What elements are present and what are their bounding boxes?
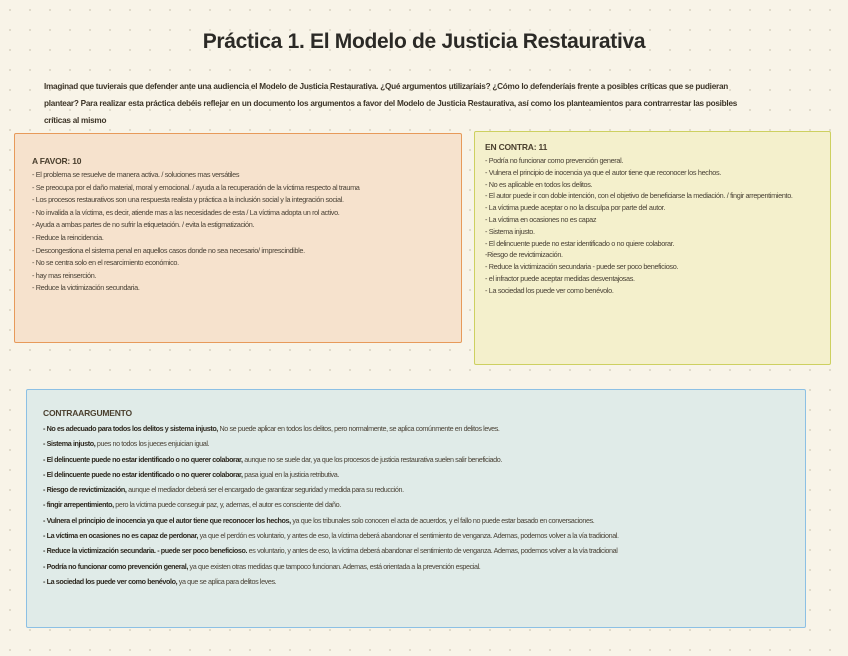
favor-item: - No invalida a la víctima, es decir, atiende mas a las necesidades de esta / La víctima adopta un rol activo. xyxy=(32,207,340,217)
favor-item: - El problema se resuelve de manera activa. / soluciones mas versátiles xyxy=(32,170,240,179)
item-key-argument: - La sociedad los puede ver como benévolo, xyxy=(43,576,178,586)
favor-item: - Reduce la reincidencia. xyxy=(32,232,104,242)
favor-box[interactable] xyxy=(14,133,462,343)
contra-item: - La sociedad los puede ver como benévolo. xyxy=(485,285,614,295)
item-rebuttal: aunque no se suele dar, ya que los procesos de justicia restaurativa suelen salir beneficiado. xyxy=(242,454,502,464)
contra-box[interactable] xyxy=(474,131,831,365)
contraargumento-item xyxy=(43,482,805,497)
item-rebuttal: No se puede aplicar en todos los delitos, pero normalmente, se aplica comúnmente en delitos leves. xyxy=(217,424,500,433)
item-key-argument: - Riesgo de revictimización, xyxy=(43,485,127,495)
contraargumento-item xyxy=(43,513,805,528)
item-key-argument: - fingir arrepentimiento, xyxy=(43,500,114,510)
item-key-argument: - El delincuente puede no estar identificado o no querer colaborar, xyxy=(43,454,243,464)
item-rebuttal: es voluntario, y antes de eso, la víctima deberá abandonar el sentimiento de venganza. Ademas, podemos volver a la vía tradicional xyxy=(247,546,618,556)
item-key-argument: - No es adecuado para todos los delitos y sistema injusto, xyxy=(43,424,218,433)
item-key-argument: - Vulnera el principio de inocencia ya que el autor tiene que reconocer los hechos, xyxy=(43,515,291,525)
contraargumento-item xyxy=(43,559,805,574)
favor-item: - No se centra solo en el resarcimiento económico. xyxy=(32,258,179,268)
favor-item: - Ayuda a ambas partes de no sufrir la etiquetación. / evita la estigmatización. xyxy=(32,220,255,230)
contra-item: - Sistema injusto. xyxy=(485,226,535,236)
contraargumento-item xyxy=(43,436,805,451)
contra-item: - La víctima en ocasiones no es capaz xyxy=(485,214,597,224)
favor-item: - Se preocupa por el daño material, moral y emocional. / ayuda a la recuperación de la víctima respecto al trauma xyxy=(32,182,360,192)
contraargumento-item xyxy=(43,467,805,482)
item-rebuttal: pues no todos los jueces enjuician igual. xyxy=(95,439,210,449)
contra-item: - Vulnera el principio de inocencia ya que el autor tiene que reconocer los hechos. xyxy=(485,167,721,177)
contra-item: - Reduce la victimización secundaria - puede ser poco beneficioso. xyxy=(485,262,679,272)
item-rebuttal: ya que se aplica para delitos leves. xyxy=(177,576,277,586)
contraargumento-item xyxy=(43,452,805,467)
contra-item: - El autor puede ir con doble intención, con el objetivo de beneficiarse la mediación. / fingir arrepentimiento. xyxy=(485,191,793,201)
contra-item: - No es aplicable en todos los delitos. xyxy=(485,179,593,189)
contra-title: EN CONTRA: 11 xyxy=(485,142,548,152)
favor-item: - Los procesos restaurativos son una respuesta realista y práctica a la inclusión social y la integración social. xyxy=(32,195,344,205)
contraargumento-item xyxy=(43,574,805,589)
contraargumento-item xyxy=(43,528,805,543)
favor-item: - Descongestiona el sistema penal en aquellos casos donde no sea necesario/ imprescindible. xyxy=(32,245,305,255)
item-key-argument: - Podría no funcionar como prevención general, xyxy=(43,561,188,571)
page-title: Práctica 1. El Modelo de Justicia Restaurativa xyxy=(202,30,646,53)
item-rebuttal: aunque el mediador deberá ser el encargado de garantizar seguridad y medida para su reducción. xyxy=(126,485,404,495)
contra-item: - El delincuente puede no estar identificado o no quiere colaborar. xyxy=(485,238,675,248)
contra-item: - el infractor puede aceptar medidas desventajosas. xyxy=(485,273,635,283)
item-key-argument: - La víctima en ocasiones no es capaz de perdonar, xyxy=(43,531,198,541)
contra-item: -Riesgo de revictimización. xyxy=(485,250,563,260)
contraargumento-item xyxy=(43,421,805,436)
item-rebuttal: ya que el perdón es voluntario, y antes de eso, la víctima deberá abandonar el sentimiento de venganza. Ademas, podemos volver a la vía tradicional. xyxy=(197,531,619,541)
favor-item: - Reduce la victimización secundaria. xyxy=(32,283,140,293)
item-key-argument: - El delincuente puede no estar identificado o no querer colaborar, xyxy=(43,469,243,479)
item-rebuttal: ya que existen otras medidas que tampoco funcionan. Ademas, está orientada a la prevención especial. xyxy=(187,561,481,571)
intro-paragraph: Imaginad que tuvierais que defender ante una audiencia el Modelo de Justicia Restaurativa. ¿Qué argumentos utilizaríais? ¿Cómo lo defenderíais frente a posibles críticas que se pudieran plantear? Para realizar esta práctica debéis reflejar en un documento los argumentos a favor del Modelo de Justicia Restaurativa, así como los planteamientos para contrarrestar las posibles críticas al mismo xyxy=(44,82,738,125)
favor-title: A FAVOR: 10 xyxy=(32,156,82,166)
favor-item: - hay mas reinserción. xyxy=(32,270,97,280)
contra-item: - La víctima puede aceptar o no la disculpa por parte del autor. xyxy=(485,203,666,213)
contra-list xyxy=(485,155,815,297)
contra-item: - Podría no funcionar como prevención general. xyxy=(485,156,624,165)
item-key-argument: - Sistema injusto, xyxy=(43,439,96,449)
item-rebuttal: pero la víctima puede conseguir paz, y, ademas, el autor es consciente del daño. xyxy=(113,500,341,510)
contraargumento-box[interactable] xyxy=(26,389,806,628)
favor-list xyxy=(32,169,461,295)
contraargumento-title: CONTRAARGUMENTO xyxy=(43,408,132,418)
item-rebuttal: pasa igual en la justicia retributiva. xyxy=(242,469,339,479)
item-key-argument: - Reduce la victimización secundaria. - puede ser poco beneficioso. xyxy=(43,546,248,556)
contraargumento-item xyxy=(43,497,805,512)
item-rebuttal: ya que los tribunales solo conocen el acta de acuerdos, y el fallo no puede estar basado en conversaciones. xyxy=(290,515,595,525)
contraargumento-list xyxy=(43,421,805,589)
contraargumento-item xyxy=(43,543,805,558)
